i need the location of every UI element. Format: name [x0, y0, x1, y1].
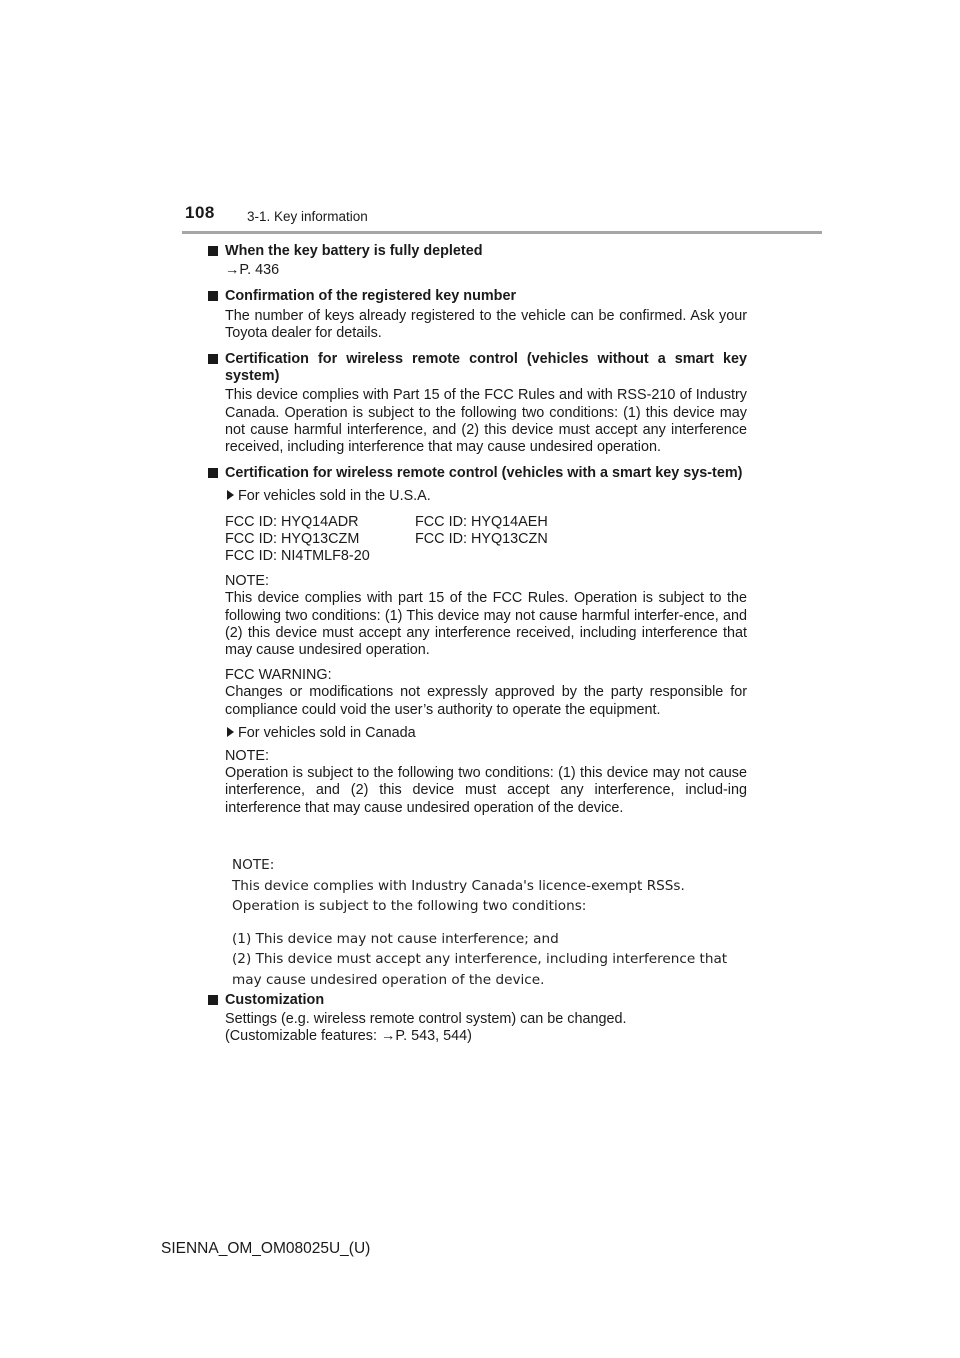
note-text: This device complies with part 15 of the FCC Rules. Operation is subject to the following two conditions: (1) This device may not cause harmful interfer-ence, and (2) this device must accept any interference received, including interference that may cause undesired operation. — [225, 590, 747, 659]
customization-reference[interactable] — [225, 1028, 747, 1045]
page-header — [0, 0, 960, 240]
industry-canada-notice — [232, 855, 752, 990]
footer-manual-code: SIENNA_OM_OM08025U_(U) — [161, 1240, 371, 1257]
item-key-battery — [207, 243, 747, 279]
subheading-label: For vehicles sold in Canada — [238, 724, 416, 741]
notice-line: NOTE: — [232, 857, 275, 873]
arrow-icon: → — [380, 1028, 396, 1045]
bullet-square-icon — [208, 468, 218, 478]
page-reference[interactable] — [225, 262, 747, 279]
item-heading: Certification for wireless remote control (vehicles with a smart key sys-tem) — [225, 465, 743, 482]
bullet-square-icon — [208, 291, 218, 301]
triangle-bullet-icon — [227, 727, 234, 737]
header-rule — [182, 231, 822, 234]
reference-text: P. 436 — [239, 262, 280, 279]
subheading-label: For vehicles sold in the U.S.A. — [238, 488, 431, 505]
arrow-icon: → — [225, 262, 240, 279]
fcc-id: FCC ID: HYQ13CZN — [415, 530, 548, 547]
item-heading: Certification for wireless remote control (vehicles without a smart key system) — [225, 351, 747, 385]
item-heading: When the key battery is fully depleted — [225, 243, 483, 259]
subheading-canada — [225, 725, 747, 742]
item-registered-key — [207, 288, 747, 342]
main-content — [207, 243, 747, 826]
notice-line: (1) This device may not cause interference; and — [232, 930, 559, 947]
page-number: 108 — [185, 203, 215, 222]
warning-text: Changes or modifications not expressly approved by the party responsible for compliance could void the user’s authority to operate the equipment. — [225, 684, 747, 718]
fcc-id: FCC ID: HYQ13CZM — [225, 530, 360, 547]
warning-label: FCC WARNING: — [225, 667, 332, 684]
warning-block — [225, 667, 747, 719]
item-heading: Confirmation of the registered key number — [225, 288, 517, 305]
customization-text: Settings (e.g. wireless remote control system) can be changed. — [225, 1011, 627, 1028]
notice-line: may cause undesired operation of the device. — [232, 971, 545, 988]
notice-line: Operation is subject to the following two conditions: — [232, 898, 587, 914]
notice-line: (2) This device must accept any interference, including interference that — [232, 951, 728, 967]
canada-note-block — [225, 748, 747, 817]
note-label: NOTE: — [225, 748, 269, 765]
section-title: 3-1. Key information — [247, 209, 368, 224]
item-customization — [207, 992, 747, 1046]
fcc-id: FCC ID: NI4TMLF8-20 — [225, 548, 370, 565]
note-label: NOTE: — [225, 573, 269, 590]
customization-section — [207, 992, 747, 1055]
item-heading: Customization — [225, 992, 325, 1008]
bullet-square-icon — [208, 246, 218, 256]
notice-line: This device complies with Industry Canada's licence-exempt RSSs. — [232, 877, 685, 894]
note-block — [225, 573, 747, 659]
bullet-square-icon — [208, 995, 218, 1005]
item-text: This device complies with Part 15 of the FCC Rules and with RSS-210 of Industry Canada. Operation is subject to the following two conditions: (1) this device may not cause harmful interference, and (2) this device must accept any interference received, including interference that may cause undesired operation. — [225, 387, 747, 456]
item-text: The number of keys already registered to the vehicle can be confirmed. Ask your Toyota dealer for details. — [225, 307, 747, 341]
note-text: Operation is subject to the following two conditions: (1) this device may not cause interference, and (2) this device must accept any interference, includ-ing interference that may cause undesired operation of the device. — [225, 765, 747, 816]
reference-text: P. 543, 544) — [395, 1028, 472, 1045]
fcc-id: FCC ID: HYQ14ADR — [225, 513, 359, 530]
item-cert-no-smart-key — [207, 351, 747, 456]
reference-prefix: (Customizable features: — [225, 1028, 381, 1045]
bullet-square-icon — [208, 354, 218, 364]
item-cert-smart-key — [207, 465, 747, 817]
subheading-usa — [225, 488, 747, 505]
fcc-id: FCC ID: HYQ14AEH — [415, 513, 548, 530]
triangle-bullet-icon — [227, 490, 234, 500]
fcc-id-list — [225, 514, 747, 566]
